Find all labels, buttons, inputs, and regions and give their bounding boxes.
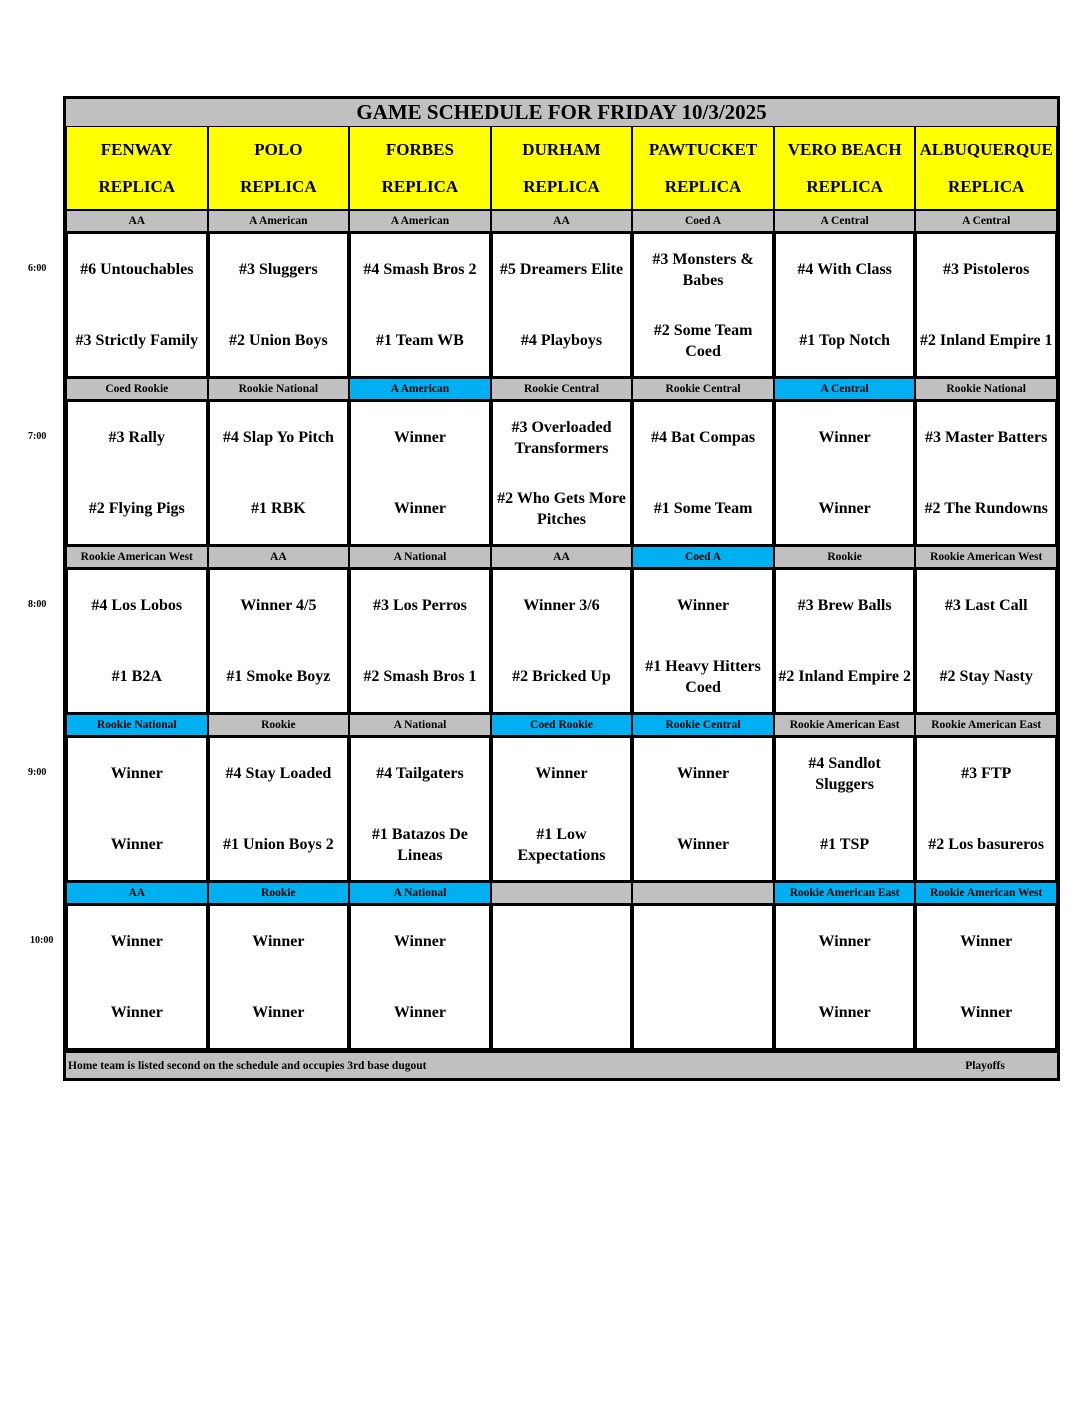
away-team: Winner (676, 765, 730, 782)
game-cell (632, 232, 774, 378)
game-cell (66, 736, 208, 882)
game-cell (349, 400, 491, 546)
home-team: #2 Inland Empire 1 (919, 332, 1053, 349)
field-name: ALBUQUERQUE (919, 139, 1053, 159)
games-row (63, 904, 1060, 1050)
division-label: Rookie American East (774, 714, 916, 736)
division-row (63, 714, 1060, 736)
away-team: #4 Bat Compas (651, 429, 756, 446)
home-team: #1 Low Expectations (517, 825, 606, 864)
game-cell (66, 568, 208, 714)
home-team: Winner (818, 1004, 871, 1021)
division-label: A Central (774, 210, 916, 232)
away-team: #4 Tailgaters (376, 765, 464, 782)
field-name: FORBES (385, 139, 454, 159)
division-label: A Central (915, 210, 1057, 232)
home-team: #2 Who Gets More Pitches (497, 489, 626, 528)
division-label: Rookie (208, 714, 350, 736)
division-label: AA (66, 882, 208, 904)
away-team: Winner (110, 933, 163, 950)
time-label: 9:00 (28, 766, 47, 778)
field-name: PAWTUCKET (648, 139, 758, 159)
home-team: #1 Team WB (376, 332, 464, 349)
home-team: #1 Some Team (653, 500, 753, 517)
footer-playoffs-label: Playoffs (965, 1059, 1005, 1072)
games-row (63, 736, 1060, 882)
game-cell (349, 232, 491, 378)
away-team: Winner (818, 429, 871, 446)
home-team: #1 Union Boys 2 (223, 836, 334, 853)
game-cell (915, 736, 1057, 882)
home-team: Winner (393, 500, 446, 517)
home-team: Winner (960, 1004, 1013, 1021)
division-label: Rookie National (208, 378, 350, 400)
field-subtitle: REPLICA (98, 176, 176, 196)
game-cell (774, 904, 916, 1050)
division-label: Rookie Central (491, 378, 633, 400)
home-team: Winner (393, 1004, 446, 1021)
game-cell (915, 904, 1057, 1050)
home-team: #2 The Rundowns (924, 500, 1048, 517)
division-label (491, 882, 633, 904)
away-team: #5 Dreamers Elite (499, 261, 624, 278)
division-label: Rookie American East (915, 714, 1057, 736)
division-label: AA (491, 210, 633, 232)
game-cell (208, 736, 350, 882)
home-team: #2 Union Boys (229, 332, 328, 349)
division-label: A National (349, 882, 491, 904)
field-subtitle: REPLICA (381, 176, 459, 196)
game-cell (632, 736, 774, 882)
field-header (349, 126, 491, 210)
home-team: #1 B2A (111, 668, 162, 685)
away-team: #3 Master Batters (925, 429, 1048, 446)
away-team: Winner (535, 765, 588, 782)
footer-bar (63, 1050, 1060, 1081)
away-team: Winner (393, 429, 446, 446)
away-team: #6 Untouchables (80, 261, 194, 278)
game-cell (66, 400, 208, 546)
home-team: #2 Some Team Coed (653, 321, 753, 360)
field-header-row (63, 126, 1060, 210)
away-team: #3 Brew Balls (797, 597, 892, 614)
away-team: #3 Pistoleros (943, 261, 1030, 278)
field-subtitle: REPLICA (523, 176, 600, 196)
division-label (632, 882, 774, 904)
division-label: Rookie American West (66, 546, 208, 568)
division-label: Rookie National (66, 714, 208, 736)
home-team: #1 RBK (251, 500, 306, 517)
footer-note: Home team is listed second on the schedule and occupies 3rd base dugout (68, 1059, 427, 1072)
away-team: #3 Rally (108, 429, 165, 446)
division-row (63, 378, 1060, 400)
game-cell (632, 400, 774, 546)
division-label: Coed Rookie (491, 714, 633, 736)
away-team: #4 Los Lobos (91, 597, 183, 614)
home-team: #1 Top Notch (799, 332, 890, 349)
games-row (63, 232, 1060, 378)
game-cell (66, 904, 208, 1050)
schedule-sheet (63, 96, 1060, 1081)
division-label: A Central (774, 378, 916, 400)
division-label: A American (349, 378, 491, 400)
division-label: Rookie American West (915, 546, 1057, 568)
home-team: #2 Flying Pigs (88, 500, 185, 517)
home-team (493, 977, 631, 1048)
away-team: #4 With Class (797, 261, 892, 278)
home-team: Winner (110, 1004, 163, 1021)
game-cell (491, 568, 633, 714)
field-subtitle: REPLICA (806, 176, 883, 196)
field-header (66, 126, 208, 210)
game-cell (774, 568, 916, 714)
field-subtitle: REPLICA (947, 176, 1025, 196)
game-cell (349, 736, 491, 882)
division-row (63, 546, 1060, 568)
away-team: Winner (110, 765, 163, 782)
game-cell (491, 736, 633, 882)
field-subtitle: REPLICA (664, 176, 742, 196)
away-team: #3 Overloaded Transformers (511, 418, 612, 457)
away-team: #4 Stay Loaded (225, 765, 332, 782)
field-name: DURHAM (522, 139, 601, 159)
game-cell (774, 400, 916, 546)
home-team: #3 Strictly Family (75, 332, 199, 349)
game-cell (491, 400, 633, 546)
home-team: Winner (818, 500, 871, 517)
field-name: FENWAY (100, 139, 173, 159)
division-label: AA (491, 546, 633, 568)
game-cell (208, 232, 350, 378)
division-label: A American (349, 210, 491, 232)
time-label: 6:00 (28, 262, 47, 274)
game-cell (349, 568, 491, 714)
field-name: POLO (254, 139, 303, 159)
games-row (63, 400, 1060, 546)
home-team (634, 977, 772, 1048)
home-team: #1 TSP (820, 836, 870, 853)
home-team: Winner (676, 836, 730, 853)
game-cell (208, 568, 350, 714)
game-cell (915, 232, 1057, 378)
game-cell (632, 904, 774, 1050)
game-cell (774, 232, 916, 378)
home-team: #4 Playboys (520, 332, 603, 349)
field-name: VERO BEACH (787, 139, 902, 159)
division-label: Coed A (632, 546, 774, 568)
game-cell (915, 568, 1057, 714)
away-team: Winner (393, 933, 446, 950)
away-team (493, 906, 631, 977)
game-cell (66, 232, 208, 378)
field-subtitle: REPLICA (240, 176, 317, 196)
game-cell (491, 232, 633, 378)
away-team: Winner (252, 933, 305, 950)
game-cell (632, 568, 774, 714)
division-label: Coed Rookie (66, 378, 208, 400)
game-cell (208, 400, 350, 546)
division-label: Rookie Central (632, 714, 774, 736)
home-team: Winner (110, 836, 163, 853)
time-label: 7:00 (28, 430, 47, 442)
away-team: #3 Sluggers (239, 261, 318, 278)
time-slots (63, 210, 1060, 1050)
division-label: Rookie National (915, 378, 1057, 400)
field-header (632, 126, 774, 210)
division-row (63, 882, 1060, 904)
game-cell (491, 904, 633, 1050)
page-title: GAME SCHEDULE FOR FRIDAY 10/3/2025 (63, 96, 1060, 126)
game-cell (774, 736, 916, 882)
away-team (634, 906, 772, 977)
home-team: #2 Stay Nasty (939, 668, 1033, 685)
division-label: Rookie American West (915, 882, 1057, 904)
field-header (915, 126, 1057, 210)
away-team: #4 Sandlot Sluggers (808, 754, 881, 793)
home-team: Winner (252, 1004, 305, 1021)
away-team: #3 Monsters & Babes (652, 250, 754, 289)
home-team: #2 Los basureros (928, 836, 1045, 853)
game-cell (208, 904, 350, 1050)
division-label: A American (208, 210, 350, 232)
division-label: Rookie (208, 882, 350, 904)
division-label: A National (349, 546, 491, 568)
away-team: #4 Slap Yo Pitch (222, 429, 334, 446)
division-label: AA (66, 210, 208, 232)
away-team: #3 FTP (961, 765, 1012, 782)
home-team: #2 Bricked Up (512, 668, 611, 685)
time-label: 10:00 (30, 934, 54, 946)
time-label: 8:00 (28, 598, 47, 610)
field-header (774, 126, 916, 210)
away-team: #3 Last Call (944, 597, 1028, 614)
home-team: #1 Heavy Hitters Coed (645, 657, 761, 696)
division-row (63, 210, 1060, 232)
field-header (208, 126, 350, 210)
away-team: #3 Los Perros (372, 597, 467, 614)
away-team: Winner 3/6 (523, 597, 600, 614)
division-label: Rookie (774, 546, 916, 568)
away-team: Winner (960, 933, 1013, 950)
division-label: Coed A (632, 210, 774, 232)
division-label: Rookie American East (774, 882, 916, 904)
home-team: #2 Inland Empire 2 (778, 668, 911, 685)
home-team: #2 Smash Bros 1 (363, 668, 477, 685)
field-header (491, 126, 633, 210)
away-team: Winner (818, 933, 871, 950)
game-cell (915, 400, 1057, 546)
home-team: #1 Smoke Boyz (226, 668, 331, 685)
away-team: #4 Smash Bros 2 (363, 261, 477, 278)
division-label: Rookie Central (632, 378, 774, 400)
away-team: Winner 4/5 (240, 597, 317, 614)
away-team: Winner (676, 597, 730, 614)
game-cell (349, 904, 491, 1050)
division-label: A National (349, 714, 491, 736)
division-label: AA (208, 546, 350, 568)
home-team: #1 Batazos De Lineas (371, 825, 468, 864)
games-row (63, 568, 1060, 714)
